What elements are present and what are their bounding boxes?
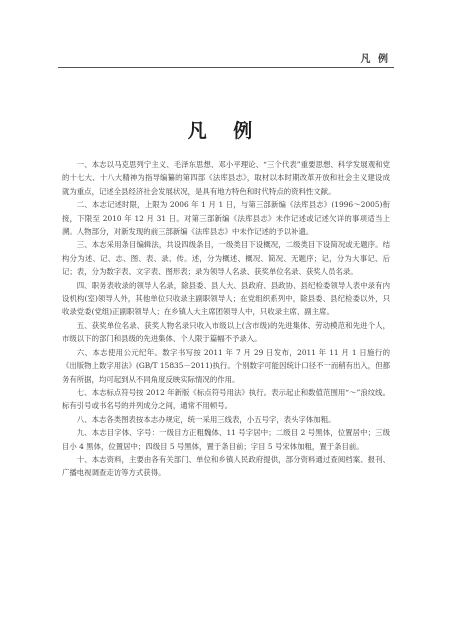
paragraph-2: 二、本志记述时限，上限为 2006 年 1 月 1 日，与第三部新编《法库县志》(1996～2005)衔接，下限至 2010 年 12 月 31 日。对第三部新编《法库县志》未作记述或记述欠详的事项适当上溯。人物部分，对新发现的前三部新编《法库县志》中未作记述的予以补遗。 xyxy=(62,200,390,237)
paragraph-9: 九、本志目字体、字号：一级目方正粗魏体、11 号字居中；二级目 2 号黑体，位置居中；三级目小 4 黑体，位置居中；四级目 5 号黑体，置于条目前；字目 5 号宋体加粗，置于条目前。 xyxy=(62,428,390,451)
paragraph-5: 五、获奖单位名录、获奖人物名录只收入市级以上(含市级)的先进集体、劳动模范和先进个人，市级以下的部门和县级的先进集体、个人限于篇幅不予录入。 xyxy=(62,320,390,344)
running-head: 凡 例 xyxy=(360,54,390,65)
paragraph-8: 八、本志各类图表按本志办规定，统一采用三线表，小五号字，表头字体加粗。 xyxy=(76,414,336,424)
paragraph-7: 七、本志标点符号按 2012 年新版《标点符号用法》执行。表示起止和数值范围用“～”浪纹线。标有引号或书名号的并列成分之间，通常不用顿号。 xyxy=(62,387,390,411)
paragraph-10: 十、本志资料，主要由各有关部门、单位和乡镇人民政府提供，部分资料通过查阅档案、报刊、广播电视调查走访等方式获得。 xyxy=(62,454,390,478)
paragraph-1: 一、本志以马克思列宁主义、毛泽东思想、邓小平理论、“三个代表”重要思想、科学发展观和党的十七大、十八大精神为指导编纂的第四部《法库县志》，取材以本时期改革开放和社会主义建设成就为重点，记述全县经济社会发展状况，是具有地方特色和时代特点的资料性文献。 xyxy=(62,160,390,196)
paragraph-4: 四、职务表收录的领导人名录，除县委、县人大、县政府、县政协、县纪检委领导人表中录有内设机构(室)领导人外，其他单位只收录主副职领导人；在党组织系列中，除县委、县纪检委以外，只收录党委(党组)正副职领导人；在乡镇人大主席团领导人中，只收录主席、副主席。 xyxy=(62,280,390,317)
header-rule xyxy=(58,67,394,68)
body-text xyxy=(62,158,390,480)
paragraph-3: 三、本志采用条目编辑法，共设四级条目，一级类目下设概况，二级类目下设简况或无题序。结构分为述、记、志、图、表、录、传。述，分为概述、概况、简况、无题序；记，分为大事记、后记；表，分为数字表、文字表、图形表；录为领导人名录、获奖单位名录、获奖人员名录。 xyxy=(62,240,390,277)
page-title: 凡 例 xyxy=(187,120,263,142)
paragraph-6: 六、本志使用公元纪年。数字书写按 2011 年 7 月 29 日发布，2011 年 11 月 1 日施行的《出版物上数字用法》(GB/T 15835－2011)执行。个别数字可能因统计口径不一而稍有出入，但都务有所据，均可起到从不同角度反映实际情况的作用。 xyxy=(62,347,390,384)
